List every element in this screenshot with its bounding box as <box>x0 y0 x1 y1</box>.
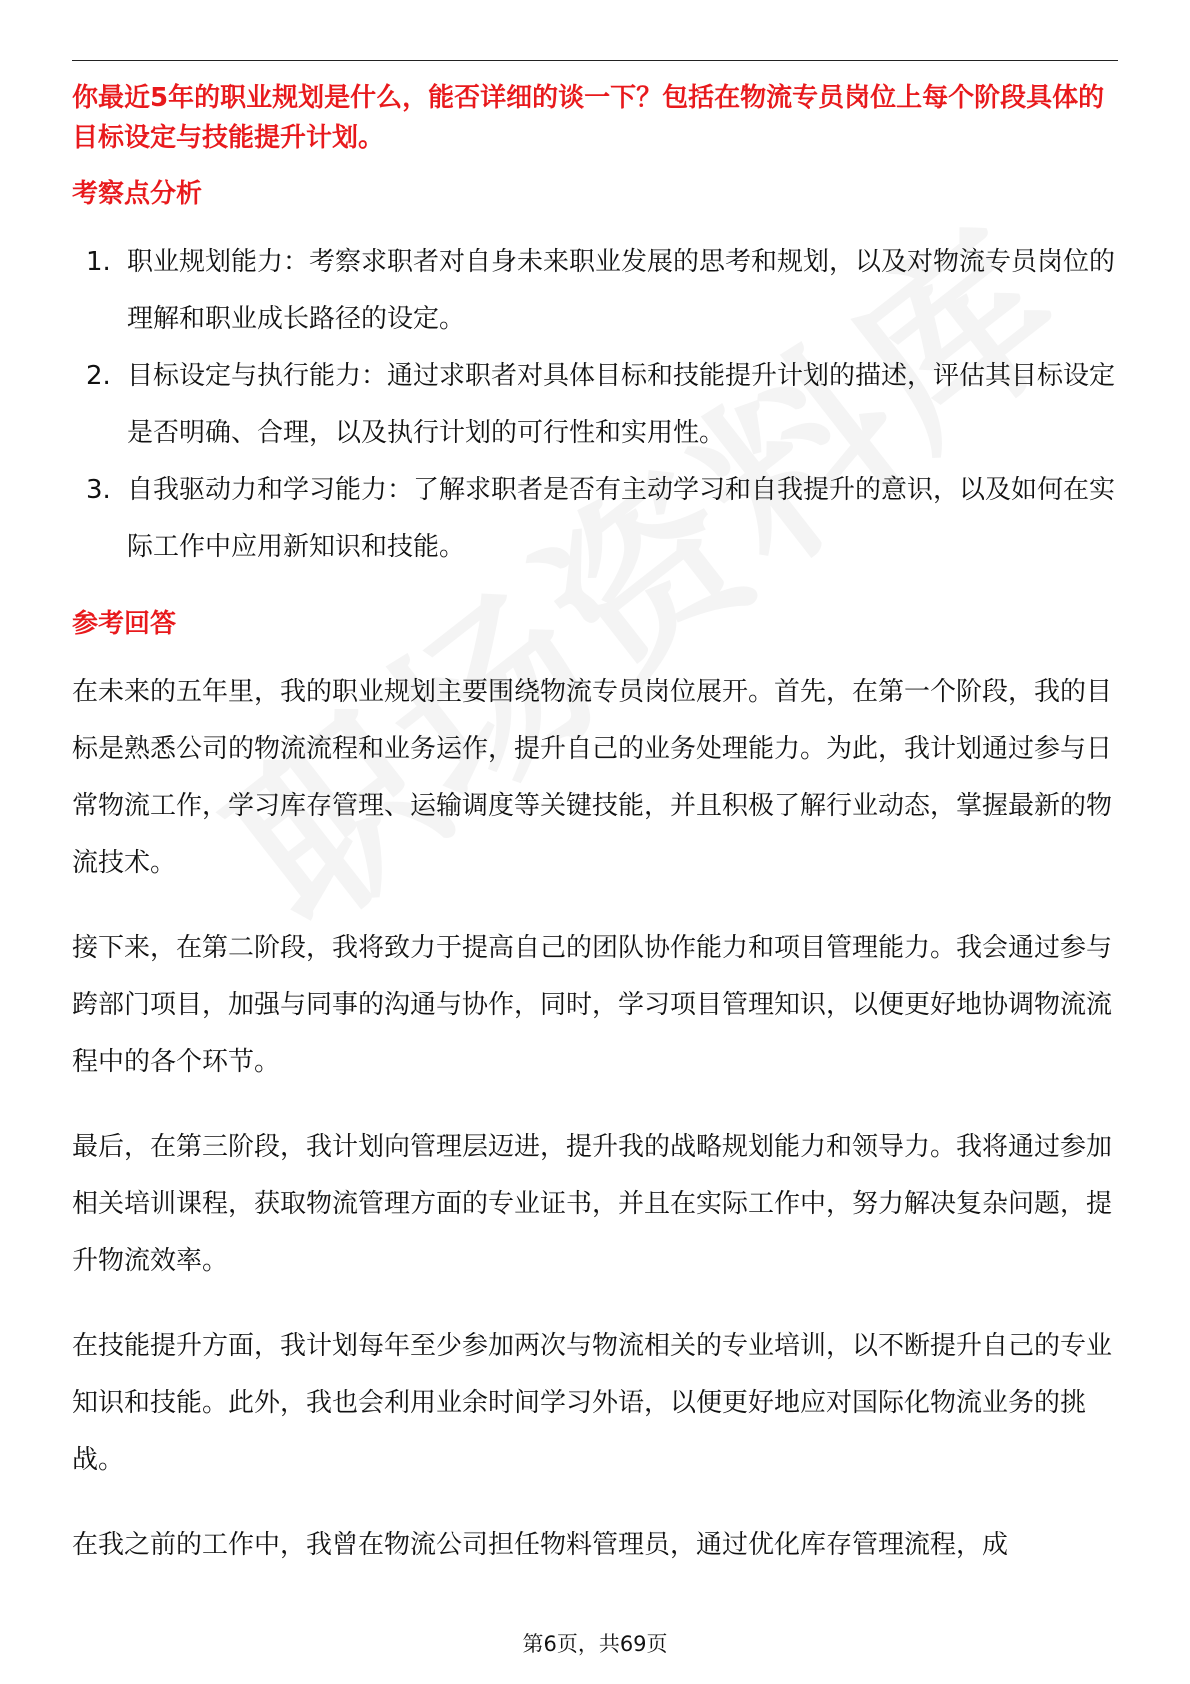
analysis-item-text: 职业规划能力：考察求职者对自身未来职业发展的思考和规划，以及对物流专员岗位的理解和职业成长路径的设定。 <box>127 247 1116 334</box>
analysis-item-number: 3. <box>86 475 111 505</box>
answer-heading: 参考回答 <box>72 609 177 639</box>
answer-paragraph: 在我之前的工作中，我曾在物流公司担任物料管理员，通过优化库存管理流程，成 <box>72 1530 1009 1560</box>
header-rule <box>72 60 1118 61</box>
analysis-item <box>72 234 1118 348</box>
analysis-item-number: 1. <box>86 247 111 277</box>
analysis-item-text: 自我驱动力和学习能力：了解求职者是否有主动学习和自我提升的意识，以及如何在实际工作中应用新知识和技能。 <box>127 475 1116 562</box>
question-title: 你最近5年的职业规划是什么，能否详细的谈一下？包括在物流专员岗位上每个阶段具体的目标设定与技能提升计划。 <box>72 83 1105 153</box>
analysis-heading: 考察点分析 <box>72 179 203 209</box>
analysis-item <box>72 462 1118 576</box>
answer-paragraph: 在未来的五年里，我的职业规划主要围绕物流专员岗位展开。首先，在第一个阶段，我的目标是熟悉公司的物流流程和业务运作，提升自己的业务处理能力。为此，我计划通过参与日常物流工作，学习库存管理、运输调度等关键技能，并且积极了解行业动态，掌握最新的物流技术。 <box>72 677 1113 878</box>
analysis-item-text: 目标设定与执行能力：通过求职者对具体目标和技能提升计划的描述，评估其目标设定是否明确、合理，以及执行计划的可行性和实用性。 <box>127 361 1116 448</box>
answer-paragraph: 最后，在第三阶段，我计划向管理层迈进，提升我的战略规划能力和领导力。我将通过参加相关培训课程，获取物流管理方面的专业证书，并且在实际工作中，努力解决复杂问题，提升物流效率。 <box>72 1132 1113 1276</box>
analysis-item <box>72 348 1118 462</box>
answer-paragraph: 接下来，在第二阶段，我将致力于提高自己的团队协作能力和项目管理能力。我会通过参与跨部门项目，加强与同事的沟通与协作，同时，学习项目管理知识，以便更好地协调物流流程中的各个环节。 <box>72 933 1113 1077</box>
analysis-list <box>72 234 1118 576</box>
page-number-footer: 第6页，共69页 <box>522 1632 668 1656</box>
page-content <box>72 78 1118 1574</box>
answer-paragraph: 在技能提升方面，我计划每年至少参加两次与物流相关的专业培训，以不断提升自己的专业知识和技能。此外，我也会利用业余时间学习外语，以便更好地应对国际化物流业务的挑战。 <box>72 1331 1113 1475</box>
analysis-item-number: 2. <box>86 361 111 391</box>
